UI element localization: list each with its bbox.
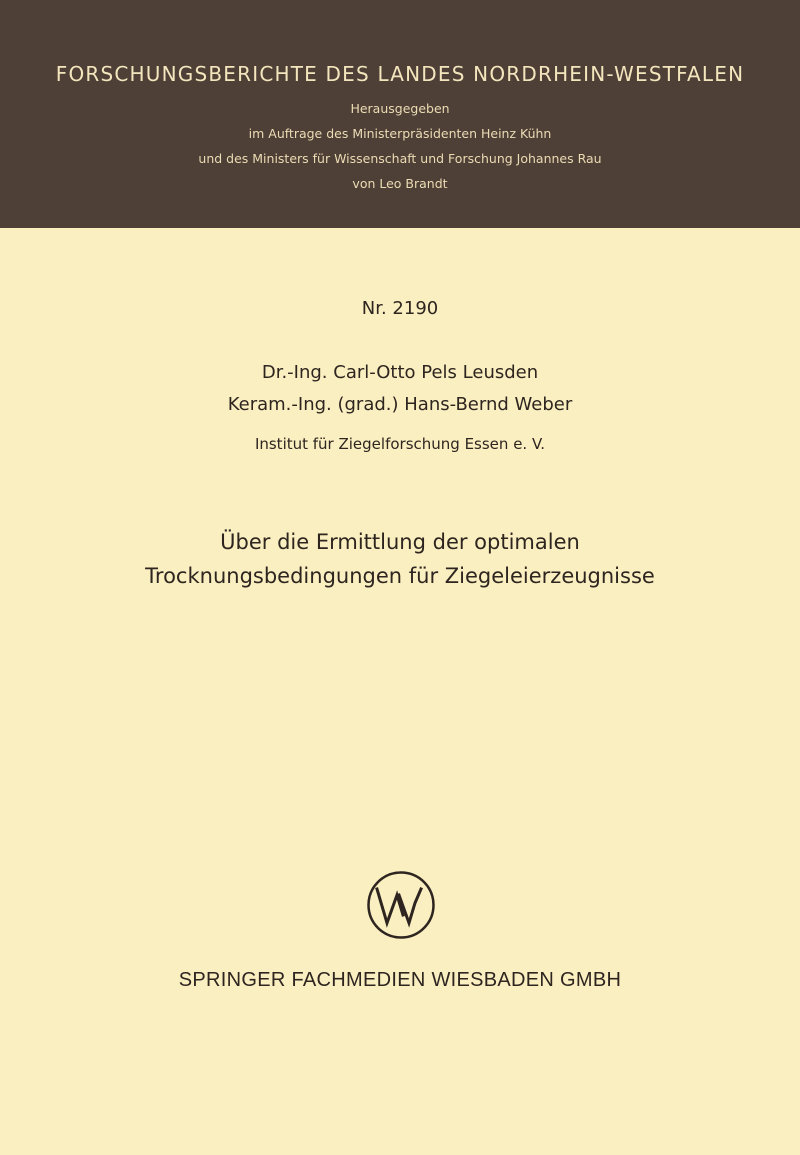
publisher-name: SPRINGER FACHMEDIEN WIESBADEN GMBH bbox=[178, 969, 622, 991]
editor-line-ministerpraesident: im Auftrage des Ministerpräsidenten Heinz Kühn bbox=[248, 126, 552, 141]
title-line-2: Trocknungsbedingungen für Ziegeleierzeugnisse bbox=[145, 564, 655, 588]
editor-line-editor: von Leo Brandt bbox=[352, 176, 448, 191]
report-number: Nr. 2190 bbox=[361, 298, 439, 319]
series-title: FORSCHUNGSBERICHTE DES LANDES NORDRHEIN-WESTFALEN bbox=[55, 62, 745, 86]
institute: Institut für Ziegelforschung Essen e. V. bbox=[254, 435, 546, 453]
author-2: Keram.-Ing. (grad.) Hans-Bernd Weber bbox=[227, 394, 573, 415]
author-1: Dr.-Ing. Carl-Otto Pels Leusden bbox=[261, 362, 539, 383]
editor-line-herausgegeben: Herausgegeben bbox=[350, 101, 450, 116]
editor-line-minister: und des Ministers für Wissenschaft und Forschung Johannes Rau bbox=[198, 151, 602, 166]
header-band bbox=[0, 0, 800, 228]
springer-w-logo-icon bbox=[366, 870, 436, 940]
title-line-1: Über die Ermittlung der optimalen bbox=[220, 530, 580, 554]
